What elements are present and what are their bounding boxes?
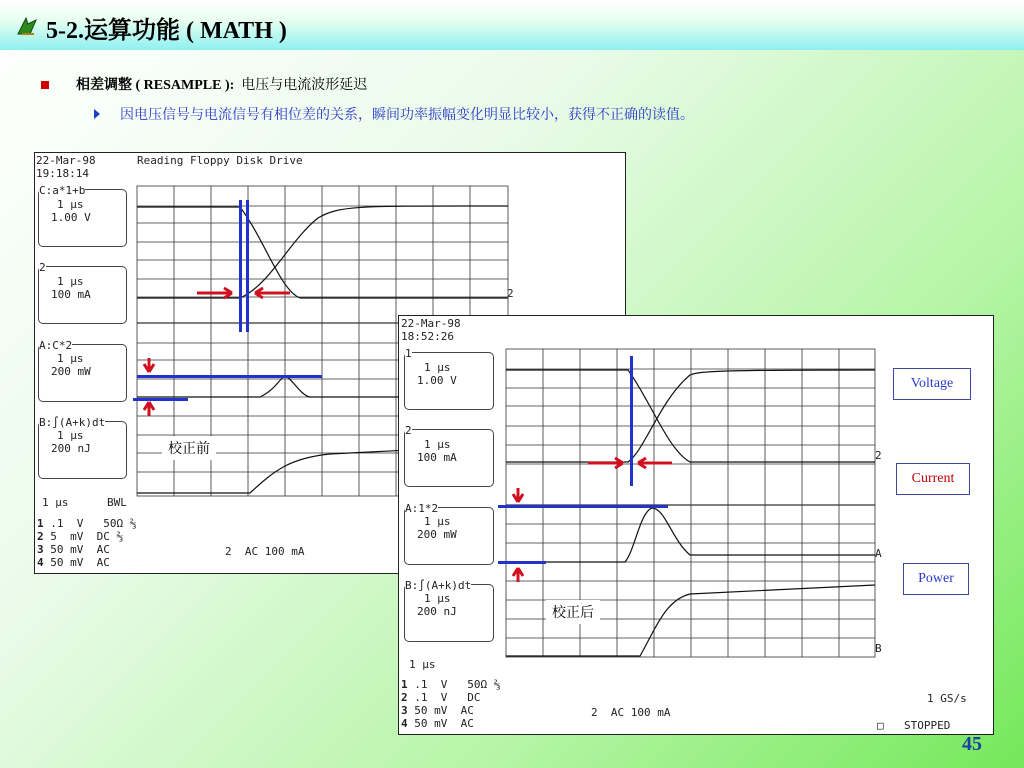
scope2-timebase: 1 μs [409,658,436,671]
bullet-2-text: 因电压信号与电流信号有相位差的关系，瞬间功率振幅变化明显比较小，获得不正确的读值。 [120,107,694,123]
current-label: Current [896,463,970,495]
scope2-time: 18:52:26 [401,330,454,343]
voltage-label: Voltage [893,368,971,400]
scope2-ch-2-head: 2 [405,424,412,437]
power-label: Power [903,563,969,595]
scope2-stop-checkbox[interactable]: □ [877,719,884,732]
bullet-1-text: 电压与电流波形延迟 [241,78,368,93]
scope1-ch-c-scale: 1.00 V [51,211,91,224]
page-number: 45 [962,733,982,755]
scope1-ch-b-time: 1 μs [57,429,84,442]
scope2-ch-a-time: 1 μs [424,515,451,528]
scope1-ch-2-time: 1 μs [57,275,84,288]
scope1-trigger: 2 AC 100 mA [225,545,305,558]
scope2-marker-b: B [875,642,882,655]
scope1-ch-a-head: A:C*2 [39,339,73,352]
bullet-1 [76,74,367,94]
scope2-trigger: 2 AC 100 mA [591,706,671,719]
scope1-ch-b-scale: 200 nJ [51,442,91,455]
slide-title: 5-2.运算功能 ( MATH ) [46,18,287,44]
before-correction-label: 校正前 [162,436,216,460]
scope2-state: STOPPED [904,719,951,732]
scope1-row-1: 1 .1 V 50Ω ⅔ [37,517,137,530]
bullet-arrow-icon [94,109,100,119]
scope2-ch-1-scale: 1.00 V [417,374,457,387]
scope1-ch-2-head: 2 [39,261,46,274]
scope2-ch-2-time: 1 μs [424,438,451,451]
scope2-ch-1-head: 1 [405,347,412,360]
scope1-ch-b-head: B:∫(A+k)dt [39,416,106,429]
after-correction-label: 校正后 [546,600,600,624]
scope2-ch-a-head: A:1*2 [405,502,439,515]
scope1-row-2: 2 5 mV DC ⅔ [37,530,124,543]
scope2-rate: 1 GS/s [927,692,967,705]
scope2-ch-2-scale: 100 mA [417,451,457,464]
scope1-ch-a-scale: 200 mW [51,365,91,378]
scope1-row-4: 4 50 mV AC [37,556,110,569]
scope2-ch-b-time: 1 μs [424,592,451,605]
bullet-1-label: 相差调整 ( RESAMPLE ): [76,78,235,93]
scope2-row-3: 3 50 mV AC [401,704,474,717]
scope1-timebase: 1 μs [42,496,69,509]
scope2-ch-a-scale: 200 mW [417,528,457,541]
scope1-ch-a-time: 1 μs [57,352,84,365]
scope1-ch-c-time: 1 μs [57,198,84,211]
slide-logo-icon [14,14,42,38]
scope2-marker-a: A [875,547,882,560]
scope1-marker-2: 2 [507,287,514,300]
scope2-row-4: 4 50 mV AC [401,717,474,730]
scope1-bwl: BWL [107,496,127,509]
scope1-time: 19:18:14 [36,167,89,180]
scope2-marker-2: 2 [875,449,882,462]
scope2-ch-b-scale: 200 nJ [417,605,457,618]
bullet-square-icon [41,81,49,89]
scope1-ch-2-scale: 100 mA [51,288,91,301]
scope1-ch-c-head: C:a*1+b [39,184,86,197]
scope2-ch-1-time: 1 μs [424,361,451,374]
scope2-ch-b-head: B:∫(A+k)dt [405,579,472,592]
scope2-date: 22-Mar-98 [401,317,461,330]
scope2-row-1: 1 .1 V 50Ω ⅔ [401,678,501,691]
scope1-date: 22-Mar-98 [36,154,96,167]
scope1-status: Reading Floppy Disk Drive [137,154,303,167]
scope1-row-3: 3 50 mV AC [37,543,110,556]
scope2-row-2: 2 .1 V DC [401,691,481,704]
